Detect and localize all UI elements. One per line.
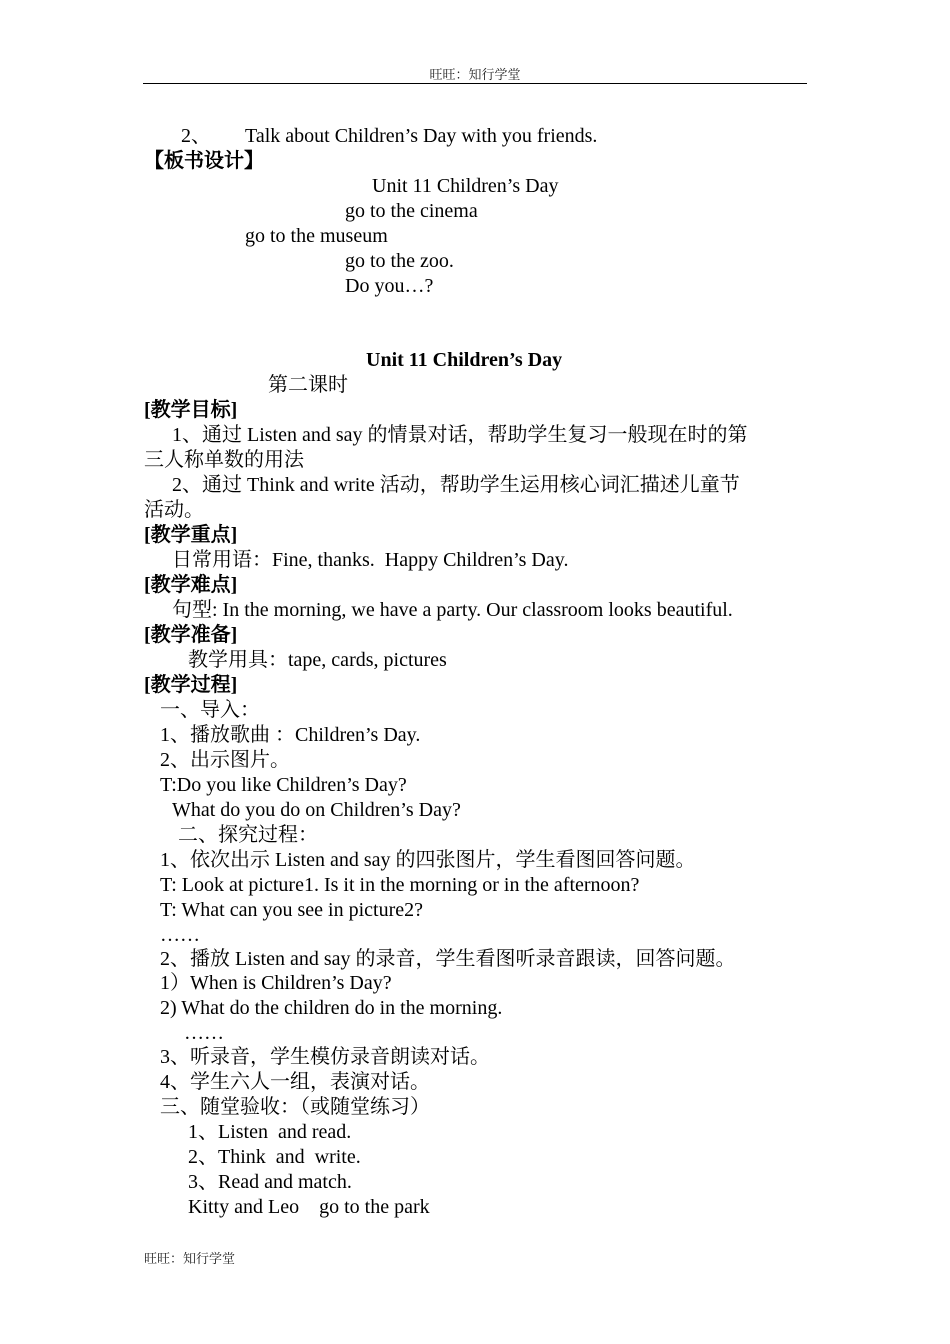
- board-line-museum: go to the museum: [245, 225, 388, 247]
- objectives-heading: [教学目标]: [144, 399, 238, 421]
- process-line: 1、播放歌曲 ：Children’s Day.: [160, 724, 421, 746]
- objective-1-line-2: 三人称单数的用法: [144, 449, 304, 471]
- process-line: 2、Think and write.: [188, 1146, 361, 1168]
- process-line: 4、学生六人一组，表演对话。: [160, 1071, 430, 1093]
- objective-2-line-1: 2、通过 Think and write 活动，帮助学生运用核心词汇描述儿童节: [172, 474, 740, 496]
- preparation-heading: [教学准备]: [144, 624, 238, 646]
- difficult-points-text: 句型: In the morning, we have a party. Our classroom looks beautiful.: [172, 599, 733, 621]
- page-footer: 旺旺：知行学堂: [144, 1251, 236, 1266]
- process-line: T: What can you see in picture2?: [160, 899, 423, 921]
- process-line: 1、依次出示 Listen and say 的四张图片，学生看图回答问题。: [160, 849, 696, 871]
- process-heading: [教学过程]: [144, 674, 238, 696]
- process-line: ……: [184, 1022, 224, 1044]
- board-title: Unit 11 Children’s Day: [372, 175, 559, 197]
- process-line: 2、出示图片。: [160, 749, 290, 771]
- objective-2-line-2: 活动。: [144, 499, 204, 521]
- board-design-heading: 【板书设计】: [144, 150, 264, 172]
- process-line: 3、Read and match.: [188, 1171, 352, 1193]
- board-line-zoo: go to the zoo.: [345, 250, 454, 272]
- process-line: 3、听录音，学生模仿录音朗读对话。: [160, 1046, 490, 1068]
- process-line: T: Look at picture1. Is it in the morning or in the afternoon?: [160, 874, 640, 896]
- process-line: T:Do you like Children’s Day?: [160, 774, 407, 796]
- process-line: 二、探究过程：: [178, 824, 318, 846]
- process-line: ……: [160, 924, 200, 946]
- process-line: 三、随堂验收：（或随堂练习）: [160, 1096, 430, 1118]
- process-line: 2、播放 Listen and say 的录音，学生看图听录音跟读，回答问题。: [160, 948, 736, 970]
- page-header: 旺旺：知行学堂: [429, 67, 521, 82]
- difficult-points-heading: [教学难点]: [144, 574, 238, 596]
- process-line: 1）When is Children’s Day?: [160, 972, 392, 994]
- board-line-do-you: Do you…?: [345, 275, 434, 297]
- item-2-text: Talk about Children’s Day with you friends.: [245, 125, 598, 147]
- lesson-title: Unit 11 Children’s Day: [366, 349, 563, 371]
- process-line: 1、Listen and read.: [188, 1121, 352, 1143]
- objective-1-line-1: 1、通过 Listen and say 的情景对话，帮助学生复习一般现在时的第: [172, 424, 748, 446]
- preparation-text: 教学用具：tape, cards, pictures: [188, 649, 447, 671]
- process-line: 一、导入：: [160, 699, 260, 721]
- item-2-number: 2、: [181, 125, 211, 147]
- lesson-period: 第二课时: [268, 374, 348, 396]
- process-line: 2) What do the children do in the morning.: [160, 997, 503, 1019]
- header-rule: [143, 83, 807, 84]
- process-line: Kitty and Leo go to the park: [188, 1196, 430, 1218]
- board-line-cinema: go to the cinema: [345, 200, 478, 222]
- key-points-heading: [教学重点]: [144, 524, 238, 546]
- key-points-text: 日常用语：Fine, thanks. Happy Children’s Day.: [172, 549, 569, 571]
- process-line: What do you do on Children’s Day?: [172, 799, 461, 821]
